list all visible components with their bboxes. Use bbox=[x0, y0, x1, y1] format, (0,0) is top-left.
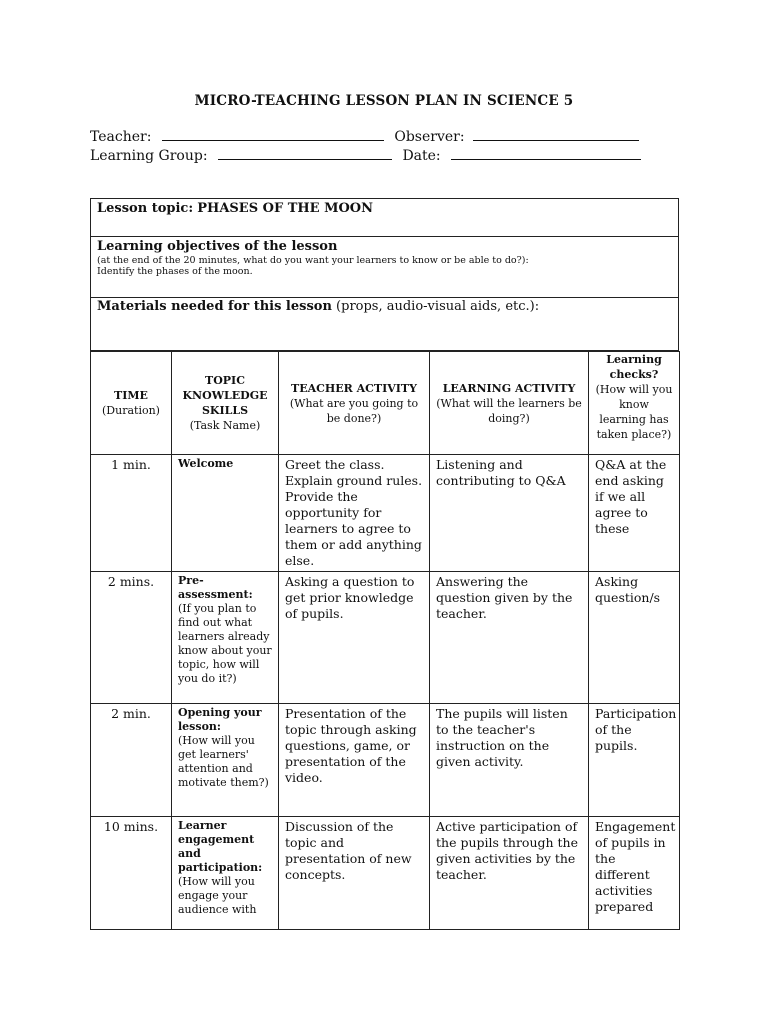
header-topic bbox=[172, 352, 279, 455]
teacher-label: Teacher: bbox=[90, 129, 152, 145]
header-teacher bbox=[279, 352, 430, 455]
row-teacher: Greet the class. Explain ground rules. Provide the opportunity for learners to agree to them or add anything else. bbox=[279, 455, 430, 572]
header-learning bbox=[430, 352, 589, 455]
row-teacher: Discussion of the topic and presentation of new concepts. bbox=[279, 817, 430, 930]
row-checks: Q&A at the end asking if we all agree to these bbox=[589, 455, 680, 572]
table-row bbox=[91, 817, 680, 930]
row-checks: Participation of the pupils. bbox=[589, 704, 680, 817]
row-learning: The pupils will listen to the teacher's instruction on the given activity. bbox=[430, 704, 589, 817]
lesson-plan-table bbox=[90, 351, 680, 930]
materials-prompt: (props, audio-visual aids, etc.): bbox=[336, 299, 540, 314]
row-teacher: Asking a question to get prior knowledge of pupils. bbox=[279, 572, 430, 704]
objectives-value: Identify the phases of the moon. bbox=[97, 266, 253, 277]
row-topic bbox=[172, 817, 279, 930]
row-topic-name: Pre-assessment: bbox=[178, 574, 253, 601]
header-teacher-title: TEACHER ACTIVITY bbox=[291, 381, 417, 395]
materials-label: Materials needed for this lesson bbox=[97, 299, 332, 314]
header-time-sub: (Duration) bbox=[102, 404, 160, 417]
lesson-topic-label: Lesson topic: bbox=[97, 201, 194, 216]
header-checks bbox=[589, 352, 680, 455]
header-topic-title: TOPIC KNOWLEDGE SKILLS bbox=[182, 374, 268, 417]
table-row bbox=[91, 572, 680, 704]
document-title: MICRO-TEACHING LESSON PLAN IN SCIENCE 5 bbox=[194, 93, 574, 109]
row-checks: Engagement of pupils in the different activities prepared bbox=[589, 817, 680, 930]
objectives-prompt: (at the end of the 20 minutes, what do you want your learners to know or be able to do?): bbox=[97, 255, 529, 266]
row-time: 2 min. bbox=[91, 704, 172, 817]
header-line-group-date bbox=[90, 147, 641, 164]
header-learning-title: LEARNING ACTIVITY bbox=[442, 381, 576, 395]
row-topic-desc: (How will you engage your audience with bbox=[178, 875, 257, 916]
objectives-row bbox=[91, 237, 678, 298]
teacher-blank bbox=[162, 128, 384, 141]
date-blank bbox=[451, 147, 641, 160]
row-teacher: Presentation of the topic through asking questions, game, or presentation of the video. bbox=[279, 704, 430, 817]
row-topic-desc: (If you plan to find out what learners already know about your topic, how will you do it?) bbox=[178, 602, 272, 685]
header-checks-title: Learning checks? bbox=[606, 353, 662, 381]
header-teacher-sub: (What are you going to be done?) bbox=[289, 396, 419, 425]
row-learning: Active participation of the pupils through the given activities by the teacher. bbox=[430, 817, 589, 930]
header-line-teacher-observer bbox=[90, 128, 639, 145]
row-topic-name: Opening your lesson: bbox=[178, 706, 262, 733]
lesson-topic-value: PHASES OF THE MOON bbox=[197, 201, 374, 216]
header-time-title: TIME bbox=[114, 389, 148, 402]
row-learning: Answering the question given by the teacher. bbox=[430, 572, 589, 704]
lesson-topic-row bbox=[91, 199, 678, 237]
row-topic bbox=[172, 455, 279, 572]
row-topic-name: Learner engagement and participation: bbox=[178, 819, 263, 874]
lesson-info-box bbox=[90, 198, 679, 351]
row-checks: Asking question/s bbox=[589, 572, 680, 704]
header-topic-sub: (Task Name) bbox=[189, 419, 261, 432]
row-learning: Listening and contributing to Q&A bbox=[430, 455, 589, 572]
row-topic bbox=[172, 572, 279, 704]
table-row bbox=[91, 455, 680, 572]
row-time: 10 mins. bbox=[91, 817, 172, 930]
objectives-label: Learning objectives of the lesson bbox=[97, 239, 338, 254]
header-time bbox=[91, 352, 172, 455]
materials-row bbox=[91, 298, 678, 350]
group-blank bbox=[218, 147, 392, 160]
group-label: Learning Group: bbox=[90, 148, 208, 164]
table-row bbox=[91, 704, 680, 817]
row-topic-desc: (How will you get learners' attention and motivate them?) bbox=[178, 734, 269, 789]
table-header-row bbox=[91, 352, 680, 455]
header-learning-sub: (What will the learners be doing?) bbox=[436, 396, 582, 425]
row-time: 1 min. bbox=[91, 455, 172, 572]
row-topic bbox=[172, 704, 279, 817]
row-time: 2 mins. bbox=[91, 572, 172, 704]
row-topic-name: Welcome bbox=[178, 457, 234, 470]
observer-blank bbox=[473, 128, 639, 141]
observer-label: Observer: bbox=[394, 129, 465, 145]
header-checks-sub: (How will you know learning has taken place?) bbox=[595, 383, 673, 441]
date-label: Date: bbox=[402, 148, 441, 164]
